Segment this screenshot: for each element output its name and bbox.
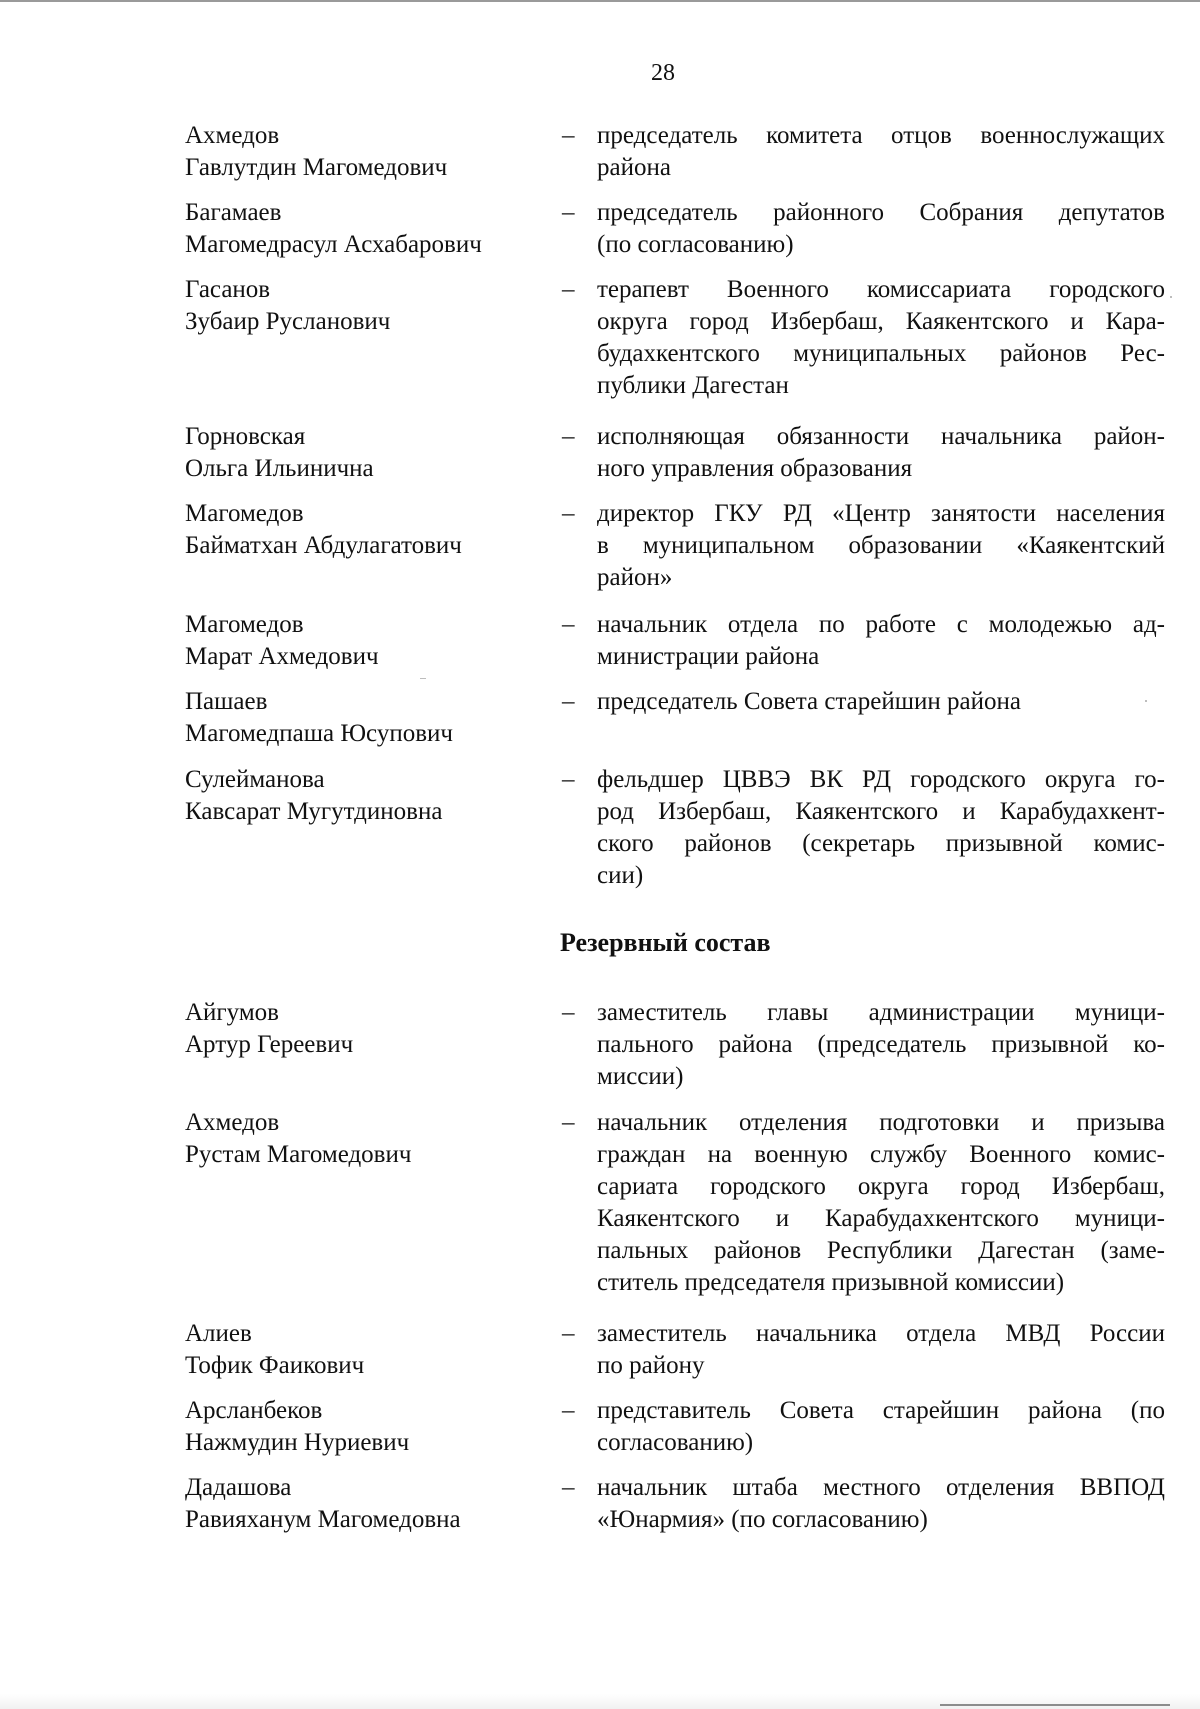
member-given-names: Марат Ахмедович	[185, 643, 379, 670]
member-role	[597, 274, 1165, 402]
member-surname: Горновская	[185, 423, 306, 450]
role-line: министрации района	[597, 643, 820, 670]
role-line: начальник штаба местного отделения ВВПОД	[597, 1474, 1165, 1501]
member-surname: Магомедов	[185, 611, 304, 638]
member-role	[597, 686, 1165, 718]
member-surname: Арсланбеков	[185, 1397, 323, 1424]
member-name	[185, 1318, 545, 1382]
member-given-names: Ольга Ильинична	[185, 455, 374, 482]
member-name	[185, 197, 545, 261]
member-name	[185, 609, 545, 673]
member-role	[597, 1107, 1165, 1299]
role-line: «Юнармия» (по согласованию)	[597, 1506, 928, 1533]
member-given-names: Зубаир Русланович	[185, 308, 391, 335]
scan-speck	[1170, 296, 1172, 298]
member-role	[597, 498, 1165, 594]
role-line: пальных районов Республики Дагестан (заме-	[597, 1237, 1165, 1264]
dash-separator: –	[562, 276, 575, 303]
role-line: фельдшер ЦВВЭ ВК РД городского округа го-	[597, 766, 1165, 793]
member-given-names: Байматхан Абдулагатович	[185, 532, 462, 559]
member-surname: Алиев	[185, 1320, 252, 1347]
member-surname: Магомедов	[185, 500, 304, 527]
role-line: заместитель начальника отдела МВД России	[597, 1320, 1165, 1347]
member-role	[597, 1318, 1165, 1382]
member-surname: Ахмедов	[185, 1109, 280, 1136]
role-line: начальник отдела по работе с молодежью ад-	[597, 611, 1165, 638]
member-name	[185, 764, 545, 828]
role-line: заместитель главы администрации муници-	[597, 999, 1165, 1026]
member-role	[597, 197, 1165, 261]
dash-separator: –	[562, 122, 575, 149]
member-role	[597, 997, 1165, 1093]
role-line: ного управления образования	[597, 455, 913, 482]
role-line: граждан на военную службу Военного комис-	[597, 1141, 1165, 1168]
role-line: терапевт Военного комиссариата городского	[597, 276, 1165, 303]
member-surname: Пашаев	[185, 688, 268, 715]
dash-separator: –	[562, 611, 575, 638]
member-name	[185, 498, 545, 562]
member-role	[597, 1472, 1165, 1536]
page-number: 28	[651, 60, 675, 86]
member-role	[597, 764, 1165, 892]
role-line: по району	[597, 1352, 705, 1379]
role-line: сариата городского округа город Избербаш,	[597, 1173, 1165, 1200]
member-name	[185, 274, 545, 338]
member-surname: Айгумов	[185, 999, 279, 1026]
dash-separator: –	[562, 1397, 575, 1424]
member-given-names: Магомедпаша Юсупович	[185, 720, 453, 747]
dash-separator: –	[562, 423, 575, 450]
scan-edge-line	[940, 1704, 1170, 1706]
role-line: ского районов (секретарь призывной комис-	[597, 830, 1165, 857]
member-role	[597, 120, 1165, 184]
role-line: в муниципальном образовании «Каякентский	[597, 532, 1165, 559]
role-line: Каякентского и Карабудахкентского муници-	[597, 1205, 1165, 1232]
role-line: председатель Совета старейшин района	[597, 688, 1021, 715]
role-line: председатель районного Собрания депутатов	[597, 199, 1165, 226]
member-given-names: Магомедрасул Асхабарович	[185, 231, 482, 258]
role-line: директор ГКУ РД «Центр занятости населения	[597, 500, 1165, 527]
member-given-names: Тофик Фаикович	[185, 1352, 365, 1379]
dash-separator: –	[562, 500, 575, 527]
role-line: миссии)	[597, 1063, 684, 1090]
member-given-names: Кавсарат Мугутдиновна	[185, 798, 443, 825]
member-given-names: Рустам Магомедович	[185, 1141, 412, 1168]
member-given-names: Нажмудин Нуриевич	[185, 1429, 410, 1456]
member-name	[185, 1472, 545, 1536]
member-role	[597, 421, 1165, 485]
dash-separator: –	[562, 199, 575, 226]
member-surname: Багамаев	[185, 199, 282, 226]
member-name	[185, 1107, 545, 1171]
dash-separator: –	[562, 688, 575, 715]
member-name	[185, 120, 545, 184]
member-name	[185, 1395, 545, 1459]
role-line: район»	[597, 564, 673, 591]
dash-separator: –	[562, 1320, 575, 1347]
scan-edge-bottom	[0, 1694, 1200, 1709]
role-line: будахкентского муниципальных районов Рес-	[597, 340, 1165, 367]
member-name	[185, 997, 545, 1061]
role-line: публики Дагестан	[597, 372, 789, 399]
role-line: представитель Совета старейшин района (по	[597, 1397, 1165, 1424]
member-surname: Гасанов	[185, 276, 271, 303]
member-given-names: Гавлутдин Магомедович	[185, 154, 448, 181]
reserve-section-heading: Резервный состав	[560, 928, 771, 957]
scan-speck	[1145, 700, 1147, 702]
role-line: (по согласованию)	[597, 231, 794, 258]
role-line: района	[597, 154, 671, 181]
member-surname: Сулейманова	[185, 766, 325, 793]
member-given-names: Равияханум Магомедовна	[185, 1506, 461, 1533]
dash-separator: –	[562, 1474, 575, 1501]
role-line: согласованию)	[597, 1429, 754, 1456]
role-line: начальник отделения подготовки и призыва	[597, 1109, 1165, 1136]
dash-separator: –	[562, 766, 575, 793]
role-line: ститель председателя призывной комиссии)	[597, 1269, 1065, 1296]
dash-separator: –	[562, 999, 575, 1026]
role-line: округа город Избербаш, Каякентского и Кара-	[597, 308, 1165, 335]
member-surname: Ахмедов	[185, 122, 280, 149]
role-line: исполняющая обязанности начальника район-	[597, 423, 1165, 450]
member-surname: Дадашова	[185, 1474, 292, 1501]
role-line: пального района (председатель призывной ко-	[597, 1031, 1165, 1058]
scan-edge-top	[0, 0, 1200, 2]
role-line: род Избербаш, Каякентского и Карабудахкент-	[597, 798, 1165, 825]
dash-separator: –	[562, 1109, 575, 1136]
role-line: сии)	[597, 862, 644, 889]
member-role	[597, 1395, 1165, 1459]
role-line: председатель комитета отцов военнослужащих	[597, 122, 1165, 149]
member-given-names: Артур Гереевич	[185, 1031, 354, 1058]
scan-speck	[420, 678, 426, 679]
member-role	[597, 609, 1165, 673]
member-name	[185, 686, 545, 750]
member-name	[185, 421, 545, 485]
